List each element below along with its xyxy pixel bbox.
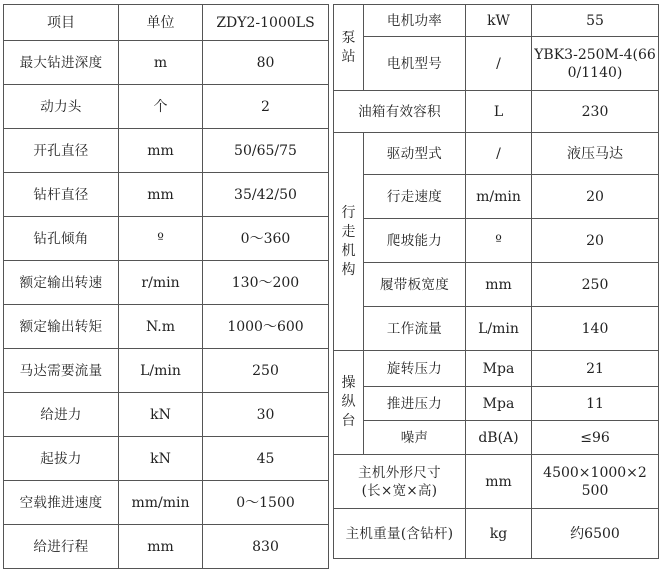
param-value: 21 [532,351,659,387]
param-name: 开孔直径 [4,129,119,173]
param-unit: º [466,219,532,263]
param-value: 0～360 [203,217,329,261]
param-unit: mm/min [119,481,203,525]
table-row [4,525,329,569]
param-unit: L/min [466,307,532,351]
table-row [334,5,659,37]
param-value: 140 [532,307,659,351]
param-name: 给进行程 [4,525,119,569]
param-name: 履带板宽度 [364,263,466,307]
param-value: 2 [203,85,329,129]
param-value: 80 [203,41,329,85]
table-row [334,37,659,91]
table-row [334,219,659,263]
table-row [334,133,659,175]
param-name: 给进力 [4,393,119,437]
param-value: 4500×1000×2500 [532,455,659,509]
param-unit: m [119,41,203,85]
param-name: 钻杆直径 [4,173,119,217]
param-unit: L/min [119,349,203,393]
table-row [334,509,659,559]
table-row [334,387,659,421]
param-unit: N.m [119,305,203,349]
pump-group-label: 泵站 [334,5,364,91]
table-row [334,91,659,133]
param-name: 额定输出转速 [4,261,119,305]
param-unit: r/min [119,261,203,305]
param-unit: kN [119,393,203,437]
header-item: 项目 [4,5,119,41]
param-unit: / [466,133,532,175]
param-name: 推进压力 [364,387,466,421]
table-row [4,305,329,349]
param-name: 动力头 [4,85,119,129]
param-value: ≤96 [532,421,659,455]
param-value: 55 [532,5,659,37]
param-name: 额定输出转矩 [4,305,119,349]
param-unit: kN [119,437,203,481]
param-unit: L [466,91,532,133]
param-unit: 个 [119,85,203,129]
table-row [334,351,659,387]
param-value: 1000～600 [203,305,329,349]
param-name: 驱动型式 [364,133,466,175]
param-name: 最大钻进深度 [4,41,119,85]
param-value: 11 [532,387,659,421]
table-row [334,175,659,219]
param-unit: mm [119,129,203,173]
param-name: 噪声 [364,421,466,455]
param-value: YBK3-250M-4(660/1140) [532,37,659,91]
param-name: 电机型号 [364,37,466,91]
param-name: 主机重量(含钻杆) [334,509,466,559]
param-unit: mm [466,455,532,509]
param-value: 约6500 [532,509,659,559]
param-value: 250 [532,263,659,307]
param-value: 20 [532,219,659,263]
table-row [334,307,659,351]
param-name: 钻孔倾角 [4,217,119,261]
param-unit: Mpa [466,351,532,387]
param-name: 工作流量 [364,307,466,351]
param-name: 行走速度 [364,175,466,219]
param-value: 30 [203,393,329,437]
param-unit: mm [119,525,203,569]
table-row [4,85,329,129]
table-row [334,455,659,509]
param-value: 130～200 [203,261,329,305]
param-value: 20 [532,175,659,219]
left-spec-table [3,4,329,569]
table-row [4,349,329,393]
table-header-row [4,5,329,41]
table-row [4,217,329,261]
control-group-label: 操纵台 [334,351,364,455]
table-row [4,437,329,481]
param-name: 马达需要流量 [4,349,119,393]
param-value: 250 [203,349,329,393]
param-name: 主机外形尺寸(长×宽×高) [334,455,466,509]
right-spec-table [333,4,659,559]
table-row [4,481,329,525]
param-value: 230 [532,91,659,133]
param-unit: mm [119,173,203,217]
param-name: 爬坡能力 [364,219,466,263]
param-unit: m/min [466,175,532,219]
travel-group-label: 行走机构 [334,133,364,351]
param-value: 830 [203,525,329,569]
param-unit: dB(A) [466,421,532,455]
param-value: 50/65/75 [203,129,329,173]
param-name: 电机功率 [364,5,466,37]
header-model: ZDY2-1000LS [203,5,329,41]
param-value: 45 [203,437,329,481]
param-value: 液压马达 [532,133,659,175]
param-unit: º [119,217,203,261]
param-name: 空载推进速度 [4,481,119,525]
table-row [334,421,659,455]
table-row [334,263,659,307]
param-unit: kW [466,5,532,37]
table-row [4,393,329,437]
param-value: 35/42/50 [203,173,329,217]
param-unit: kg [466,509,532,559]
table-row [4,173,329,217]
param-unit: / [466,37,532,91]
table-row [4,261,329,305]
param-name: 旋转压力 [364,351,466,387]
param-value: 0～1500 [203,481,329,525]
table-row [4,129,329,173]
param-name: 起拔力 [4,437,119,481]
param-name: 油箱有效容积 [334,91,466,133]
param-unit: Mpa [466,387,532,421]
param-unit: mm [466,263,532,307]
header-unit: 单位 [119,5,203,41]
table-row [4,41,329,85]
